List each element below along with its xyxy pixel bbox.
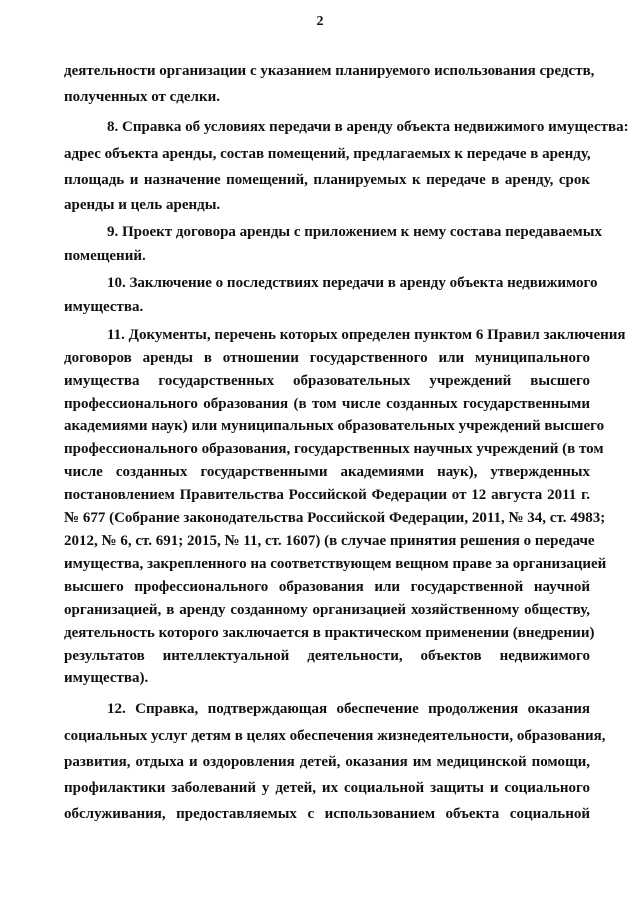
text-line: адрес объекта аренды, состав помещений, предлагаемых к передаче в аренду, bbox=[64, 146, 591, 162]
text-line: 2012, № 6, ст. 691; 2015, № 11, ст. 1607) (в случае принятия решения о передаче bbox=[64, 533, 595, 549]
text-line: деятельность которого заключается в практическом применении (внедрении) bbox=[64, 625, 595, 641]
text-line: площадь и назначение помещений, планируемых к передаче в аренду, срок bbox=[64, 172, 590, 188]
text-line: организацией, в аренду созданному организацией хозяйственному обществу, bbox=[64, 602, 590, 618]
text-line: развития, отдыха и оздоровления детей, оказания им медицинской помощи, bbox=[64, 754, 590, 770]
text-line: 11. Документы, перечень которых определен пунктом 6 Правил заключения bbox=[107, 327, 626, 343]
text-line: аренды и цель аренды. bbox=[64, 197, 221, 213]
text-line: результатов интеллектуальной деятельности, объектов недвижимого bbox=[64, 648, 590, 664]
text-line: 8. Справка об условиях передачи в аренду объекта недвижимого имущества: bbox=[107, 119, 629, 135]
text-line: 10. Заключение о последствиях передачи в аренду объекта недвижимого bbox=[107, 275, 598, 291]
text-line: имущества, закрепленного на соответствующем вещном праве за организацией bbox=[64, 556, 607, 572]
text-line: числе созданных государственными академиями наук), утвержденных bbox=[64, 464, 590, 480]
text-line: деятельности организации с указанием планируемого использования средств, bbox=[64, 63, 595, 79]
text-line: помещений. bbox=[64, 248, 146, 264]
text-line: 9. Проект договора аренды с приложением к нему состава передаваемых bbox=[107, 224, 602, 240]
text-line: профессионального образования (в том числе созданных государственными bbox=[64, 396, 590, 412]
text-line: имущества). bbox=[64, 670, 149, 686]
text-line: профессионального образования, государственных научных учреждений (в том bbox=[64, 441, 604, 457]
text-line: № 677 (Собрание законодательства Российской Федерации, 2011, № 34, ст. 4983; bbox=[64, 510, 606, 526]
text-line: профилактики заболеваний у детей, их социальной защиты и социального bbox=[64, 780, 590, 796]
text-line: социальных услуг детям в целях обеспечения жизнедеятельности, образования, bbox=[64, 728, 606, 744]
text-line: имущества. bbox=[64, 299, 144, 315]
text-line: обслуживания, предоставляемых с использованием объекта социальной bbox=[64, 806, 590, 822]
text-line: договоров аренды в отношении государственного или муниципального bbox=[64, 350, 590, 366]
text-line: академиями наук) или муниципальных образовательных учреждений высшего bbox=[64, 418, 605, 434]
text-line: 12. Справка, подтверждающая обеспечение продолжения оказания bbox=[107, 701, 590, 717]
text-line: постановлением Правительства Российской Федерации от 12 августа 2011 г. bbox=[64, 487, 590, 503]
text-line: полученных от сделки. bbox=[64, 89, 220, 105]
text-line: имущества государственных образовательных учреждений высшего bbox=[64, 373, 590, 389]
page-number: 2 bbox=[316, 14, 324, 29]
text-line: высшего профессионального образования или государственной научной bbox=[64, 579, 590, 595]
